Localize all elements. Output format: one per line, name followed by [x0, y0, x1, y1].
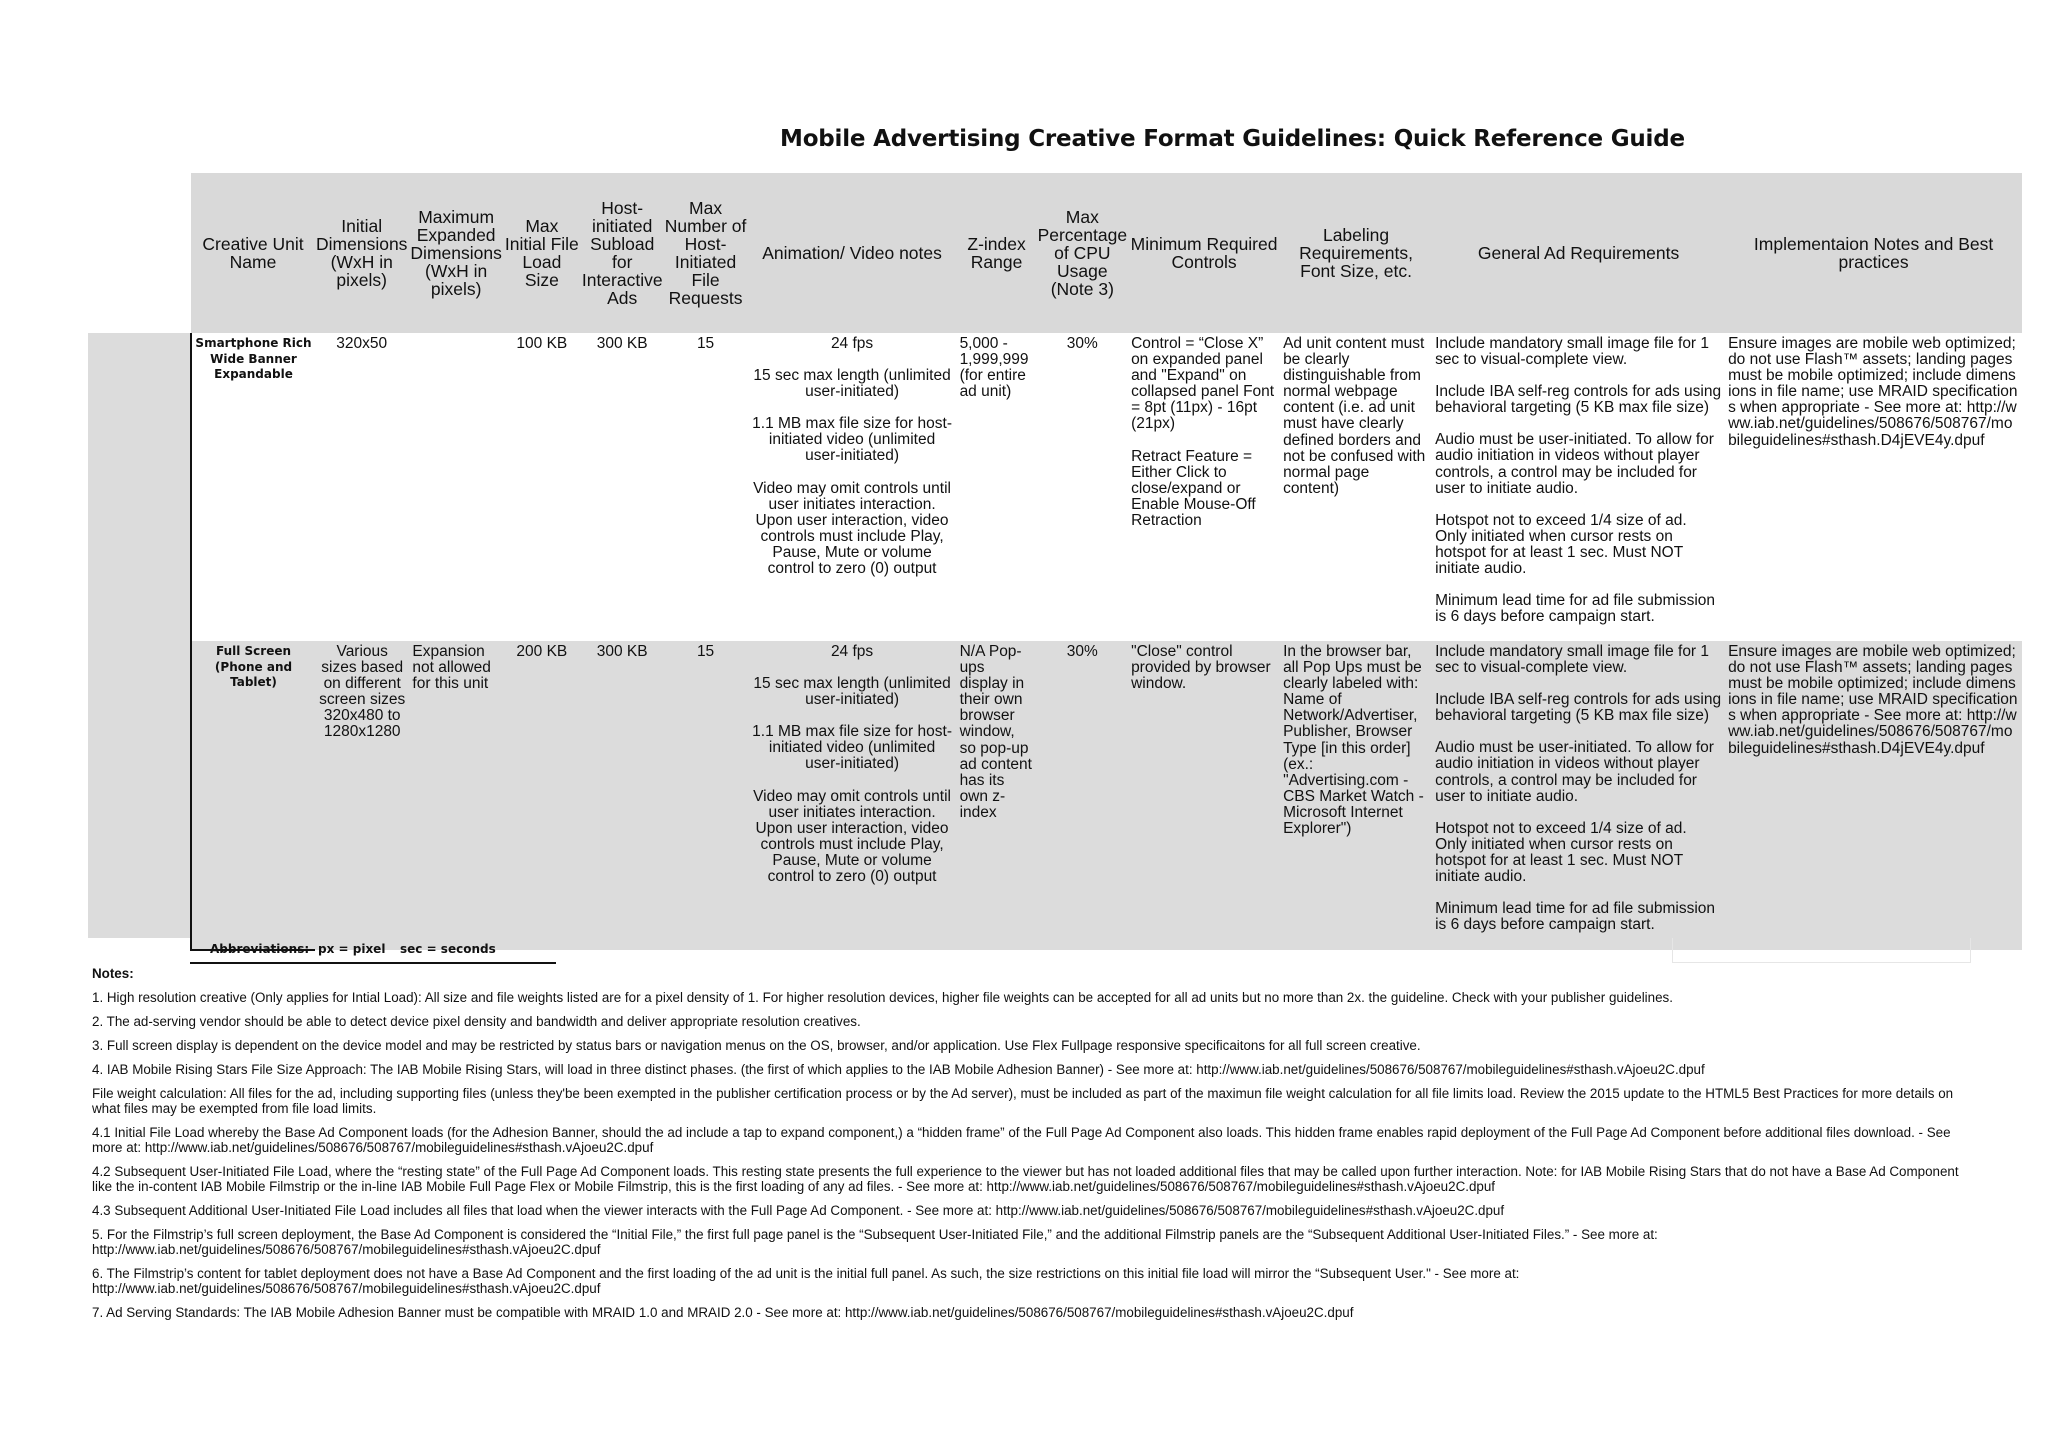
general-text: Include mandatory small image file for 1 sec to visual-complete view. [1435, 643, 1710, 677]
animation-filesize: 1.1 MB max file size for host-initiated video (unlimited user-initiated) [752, 723, 952, 773]
note-item: 4.2 Subsequent User-Initiated File Load, where the “resting state” of the Full Page Ad Component loads. This resting state presents the full experience to the viewer but has not loaded additional files that may be called upon further interaction. Note: for IAB Mobile Rising Stars that do not have a Base Ad Component like the in-content IAB Mobile Filmstrip or the in-line IAB Mobile Full Page Flex or Mobile Filmstrip, this is the first loading of any ad files. - See more at: http://www.iab.net/guidelines/508676/508767/mobileguidelines#sthash.vAjoeu2C.dpuf [92, 1164, 1959, 1194]
labeling-requirements: In the browser bar, all Pop Ups must be clearly labeled with: Name of Network/Advertiser, Publisher, Browser Type [in this order] (ex.: "Advertising.com - CBS Market Watch - Microsoft Internet Explorer") [1280, 641, 1432, 950]
general-text: Hotspot not to exceed 1/4 size of ad. Only initiated when cursor rests on hotspot for at least 1 sec. Must NOT initiate audio. [1435, 511, 1687, 578]
animation-controls: Video may omit controls until user initiates interaction. Upon user interaction, video controls must include Play, Pause, Mute or volume control to zero (0) output [753, 479, 951, 578]
implementation-notes: Ensure images are mobile web optimized; do not use Flash™ assets; landing pages must be mobile optimized; include dimensions in file name; use MRAID specifications when appropriate - See more at: http://www.iab.net/guidelines/508676/508767/mobileguidelines#sthash.D4jEVE4y.dpuf [1725, 641, 2022, 950]
table-row [191, 333, 2022, 641]
general-text: Hotspot not to exceed 1/4 size of ad. Only initiated when cursor rests on hotspot for at least 1 sec. Must NOT initiate audio. [1435, 819, 1687, 886]
general-text: Audio must be user-initiated. To allow for audio initiation in videos without player controls, a control may be included for user to initiate audio. [1435, 739, 1714, 805]
header-cell: Labeling Requirements, Font Size, etc. [1280, 173, 1432, 333]
general-requirements [1432, 333, 1725, 641]
z-index-range: 5,000 - 1,999,999 (for entire ad unit) [957, 333, 1037, 641]
required-controls [1128, 333, 1280, 641]
max-expanded-dimensions [409, 333, 502, 641]
note-item: File weight calculation: All files for the ad, including supporting files (unless they'be been exempted in the publisher certification process or by the Ad server), must be included as part of the maximun file weight calculation for all file limits load. Review the 2015 update to the HTML5 Best Practices for more details on what files may be exempted from file load limits. [92, 1086, 1954, 1116]
header-cell: Initial Dimensions (WxH in pixels) [315, 173, 409, 333]
header-cell: Host-initiated Subload for Interactive Ads [581, 173, 664, 333]
general-text: Include mandatory small image file for 1 sec to visual-complete view. [1435, 335, 1710, 369]
animation-filesize: 1.1 MB max file size for host-initiated video (unlimited user-initiated) [752, 415, 952, 465]
table-header-row [191, 173, 2022, 333]
initial-dimensions: 320x50 [315, 333, 409, 641]
notes-section [92, 962, 1972, 1329]
header-cell: Max Initial File Load Size [503, 173, 581, 333]
document-title: Mobile Advertising Creative Format Guidelines: Quick Reference Guide [780, 126, 1685, 152]
note-item: 6. The Filmstrip’s content for tablet deployment does not have a Base Ad Component and the first loading of the ad unit is the initial full panel. As such, the size restrictions on this initial file load will mirror the “Subsequent User." - See more at: http://www.iab.net/guidelines/508676/508767/mobileguidelines#sthash.vAjoeu2C.dpuf [92, 1266, 1520, 1296]
note-item: 4.1 Initial File Load whereby the Base Ad Component loads (for the Adhesion Banner, should the ad include a tap to expand component,) a “hidden frame” of the Full Page Ad Component also loads. This hidden frame enables rapid deployment of the Full Page Ad Component before additional files download. - See more at: http://www.iab.net/guidelines/508676/508767/mobileguidelines#sthash.vAjoeu2C.dpuf [92, 1125, 1951, 1155]
header-cell: Creative Unit Name [191, 173, 315, 333]
left-margin-strip [88, 333, 191, 938]
empty-cell [1672, 938, 1971, 963]
header-cell: Minimum Required Controls [1128, 173, 1280, 333]
general-text: Audio must be user-initiated. To allow for audio initiation in videos without player controls, a control may be included for user to initiate audio. [1435, 431, 1714, 497]
header-cell: Implementaion Notes and Best practices [1725, 173, 2022, 333]
max-requests: 15 [664, 641, 748, 950]
controls-text: Control = “Close X” on expanded panel and "Expand" on collapsed panel Font = 8pt (11px) - 16pt (21px) [1131, 335, 1275, 433]
controls-text: "Close" control provided by browser window. [1131, 643, 1271, 693]
animation-length: 15 sec max length (unlimited user-initiated) [753, 675, 951, 709]
abbreviation-sec: sec = seconds [400, 942, 496, 956]
general-requirements [1432, 641, 1725, 950]
cpu-usage: 30% [1037, 333, 1129, 641]
controls-text: Retract Feature = Either Click to close/expand or Enable Mouse-Off Retraction [1131, 447, 1256, 529]
general-text: Minimum lead time for ad file submission is 6 days before campaign start. [1435, 900, 1716, 934]
note-item: 5. For the Filmstrip’s full screen deployment, the Base Ad Component is considered the “Initial File,” the first full page panel is the “Subsequent User-Initiated File,” and the additional Filmstrip panels are the “Subsequent Additional User-Initiated Files.” - See more at: http://www.iab.net/guidelines/508676/508767/mobileguidelines#sthash.vAjoeu2C.dpuf [92, 1227, 1658, 1257]
cpu-usage: 30% [1037, 641, 1129, 950]
general-text: Include IBA self-reg controls for ads using behavioral targeting (5 KB max file size) [1435, 691, 1722, 725]
note-item: 4. IAB Mobile Rising Stars File Size Approach: The IAB Mobile Rising Stars, will load in three distinct phases. (the first of which applies to the IAB Mobile Adhesion Banner) - See more at: http://www.iab.net/guidelines/508676/508767/mobileguidelines#sthash.vAjoeu2C.dpuf [92, 1062, 1705, 1077]
animation-length: 15 sec max length (unlimited user-initiated) [753, 367, 951, 401]
labeling-requirements: Ad unit content must be clearly distinguishable from normal webpage content (i.e. ad unit must have clearly defined borders and not be confused with normal page content) [1280, 333, 1432, 641]
implementation-notes: Ensure images are mobile web optimized; do not use Flash™ assets; landing pages must be mobile optimized; include dimensions in file name; use MRAID specifications when appropriate - See more at: http://www.iab.net/guidelines/508676/508767/mobileguidelines#sthash.D4jEVE4y.dpuf [1725, 333, 2022, 641]
host-subload: 300 KB [581, 641, 664, 950]
header-cell: General Ad Requirements [1432, 173, 1725, 333]
creative-unit-name: Smartphone Rich Wide Banner Expandable [191, 333, 315, 641]
general-text: Include IBA self-reg controls for ads using behavioral targeting (5 KB max file size) [1435, 383, 1722, 417]
z-index-range: N/A Pop-ups display in their own browser window, so pop-up ad content has its own z-index [957, 641, 1037, 950]
notes-heading: Notes: [92, 966, 134, 981]
max-initial-load: 100 KB [503, 333, 581, 641]
abbreviations-label: Abbreviations: [210, 942, 310, 956]
header-cell: Max Number of Host-Initiated File Requests [664, 173, 748, 333]
note-item: 1. High resolution creative (Only applies for Intial Load): All size and file weights listed are for a pixel density of 1. For higher resolution devices, higher file weights can be accepted for all ad units but no more than 2x. the guideline. Check with your publisher guidelines. [92, 990, 1673, 1005]
header-cell: Max Percentage of CPU Usage (Note 3) [1037, 173, 1129, 333]
table-row [191, 641, 2022, 950]
max-requests: 15 [664, 333, 748, 641]
header-cell: Z-index Range [957, 173, 1037, 333]
host-subload: 300 KB [581, 333, 664, 641]
note-item: 7. Ad Serving Standards: The IAB Mobile Adhesion Banner must be compatible with MRAID 1.0 and MRAID 2.0 - See more at: http://www.iab.net/guidelines/508676/508767/mobileguidelines#sthash.vAjoeu2C.dpuf [92, 1305, 1354, 1320]
guidelines-table [190, 173, 2022, 951]
required-controls [1128, 641, 1280, 950]
abbreviation-px: px = pixel [318, 942, 386, 956]
animation-controls: Video may omit controls until user initiates interaction. Upon user interaction, video controls must include Play, Pause, Mute or volume control to zero (0) output [753, 787, 951, 886]
general-text: Minimum lead time for ad file submission is 6 days before campaign start. [1435, 592, 1716, 626]
header-cell: Animation/ Video notes [748, 173, 957, 333]
animation-notes [748, 641, 957, 950]
creative-unit-name: Full Screen (Phone and Tablet) [191, 641, 315, 950]
max-initial-load: 200 KB [503, 641, 581, 950]
header-cell: Maximum Expanded Dimensions (WxH in pixels) [409, 173, 502, 333]
max-expanded-dimensions: Expansion not allowed for this unit [409, 641, 502, 950]
initial-dimensions: Various sizes based on different screen sizes 320x480 to 1280x1280 [315, 641, 409, 950]
abbreviations-row [190, 938, 556, 964]
animation-fps: 24 fps [830, 335, 874, 352]
animation-notes [748, 333, 957, 641]
note-item: 4.3 Subsequent Additional User-Initiated File Load includes all files that load when the viewer interacts with the Full Page Ad Component. - See more at: http://www.iab.net/guidelines/508676/508767/mobileguidelines#sthash.vAjoeu2C.dpuf [92, 1203, 1505, 1218]
animation-fps: 24 fps [830, 643, 874, 660]
note-item: 2. The ad-serving vendor should be able to detect device pixel density and bandwidth and deliver appropriate resolution creatives. [92, 1014, 861, 1029]
note-item: 3. Full screen display is dependent on the device model and may be restricted by status bars or navigation menus on the OS, browser, and/or application. Use Flex Fullpage responsive specificaitons for all full screen creative. [92, 1038, 1421, 1053]
